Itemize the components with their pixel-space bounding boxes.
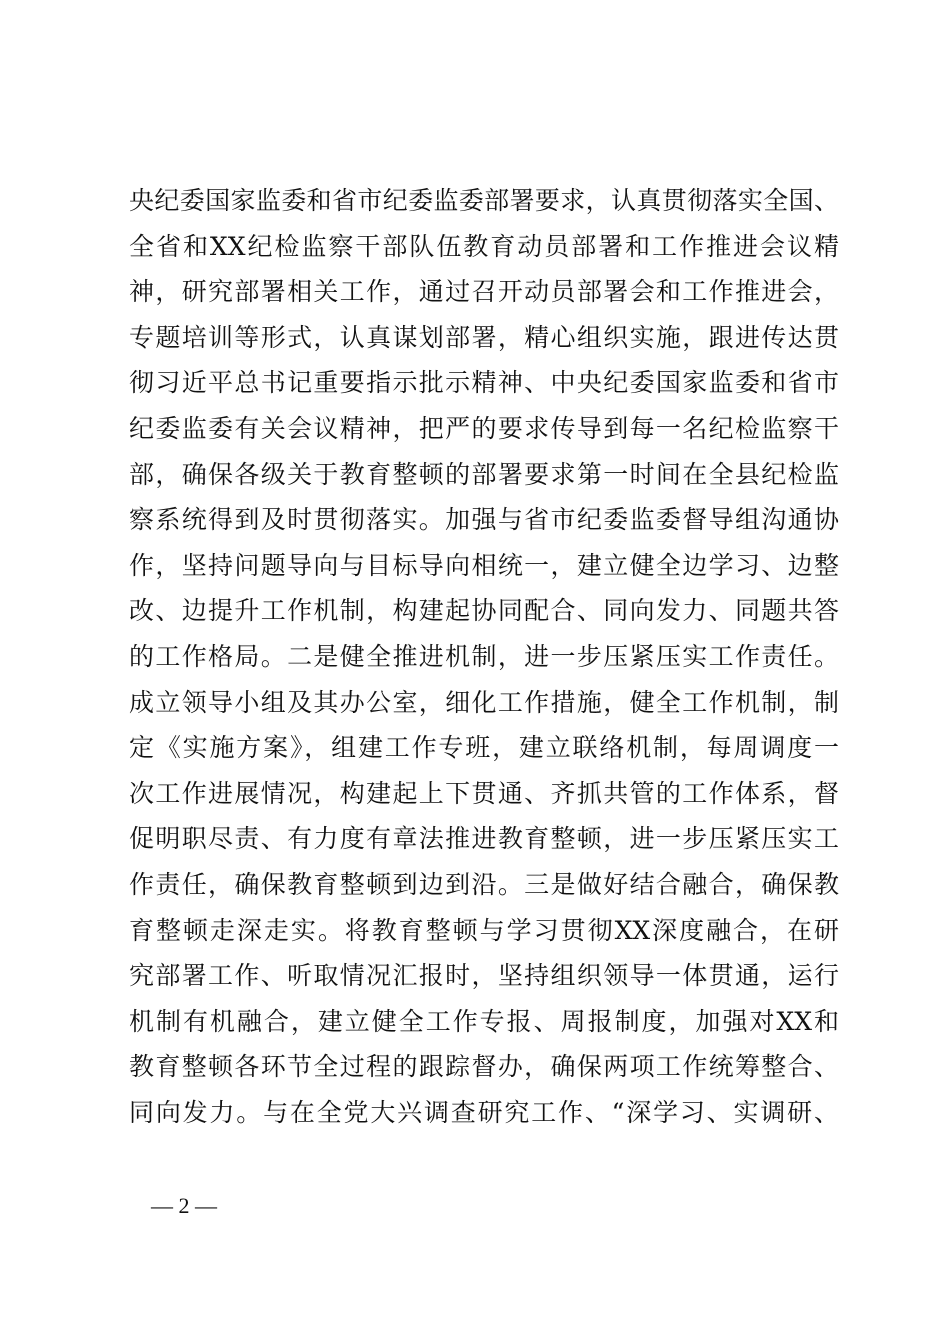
text-line: 纪委监委有关会议精神，把严的要求传导到每一名纪检监察干 (129, 413, 839, 443)
text-line: 成立领导小组及其办公室，细化工作措施，健全工作机制，制 (129, 687, 839, 717)
text-line: 教育整顿各环节全过程的跟踪督办，确保两项工作统筹整合、 (129, 1052, 839, 1082)
text-line: 部，确保各级关于教育整顿的部署要求第一时间在全县纪检监 (129, 459, 839, 489)
text-line: 专题培训等形式，认真谋划部署，精心组织实施，跟进传达贯 (129, 322, 839, 352)
text-line: 全省和XX纪检监察干部队伍教育动员部署和工作推进会议精 (129, 231, 839, 261)
text-line: 次工作进展情况，构建起上下贯通、齐抓共管的工作体系，督 (129, 778, 839, 808)
page-number: — 2 — (151, 1193, 217, 1218)
body-text (129, 178, 839, 1135)
text-line: 彻习近平总书记重要指示批示精神、中央纪委国家监委和省市 (129, 368, 839, 398)
text-line: 育整顿走深走实。将教育整顿与学习贯彻XX深度融合，在研 (129, 915, 839, 945)
text-line: 促明职尽责、有力度有章法推进教育整顿，进一步压紧压实工 (129, 824, 839, 854)
text-line: 的工作格局。二是健全推进机制，进一步压紧压实工作责任。 (129, 641, 839, 671)
text-line: 改、边提升工作机制，构建起协同配合、同向发力、同题共答 (129, 596, 839, 626)
text-line: 同向发力。与在全党大兴调查研究工作、“深学习、实调研、 (129, 1097, 839, 1127)
text-line: 究部署工作、听取情况汇报时，坚持组织领导一体贯通，运行 (129, 961, 839, 991)
text-line: 作，坚持问题导向与目标导向相统一，建立健全边学习、边整 (129, 550, 839, 580)
text-line: 作责任，确保教育整顿到边到沿。三是做好结合融合，确保教 (129, 869, 839, 899)
text-line: 机制有机融合，建立健全工作专报、周报制度，加强对XX和 (129, 1006, 839, 1036)
text-line: 定《实施方案》，组建工作专班，建立联络机制，每周调度一 (129, 733, 839, 763)
text-line: 神，研究部署相关工作，通过召开动员部署会和工作推进会， (129, 277, 839, 307)
text-line: 察系统得到及时贯彻落实。加强与省市纪委监委督导组沟通协 (129, 505, 839, 535)
text-line: 央纪委国家监委和省市纪委监委部署要求，认真贯彻落实全国、 (129, 186, 839, 215)
